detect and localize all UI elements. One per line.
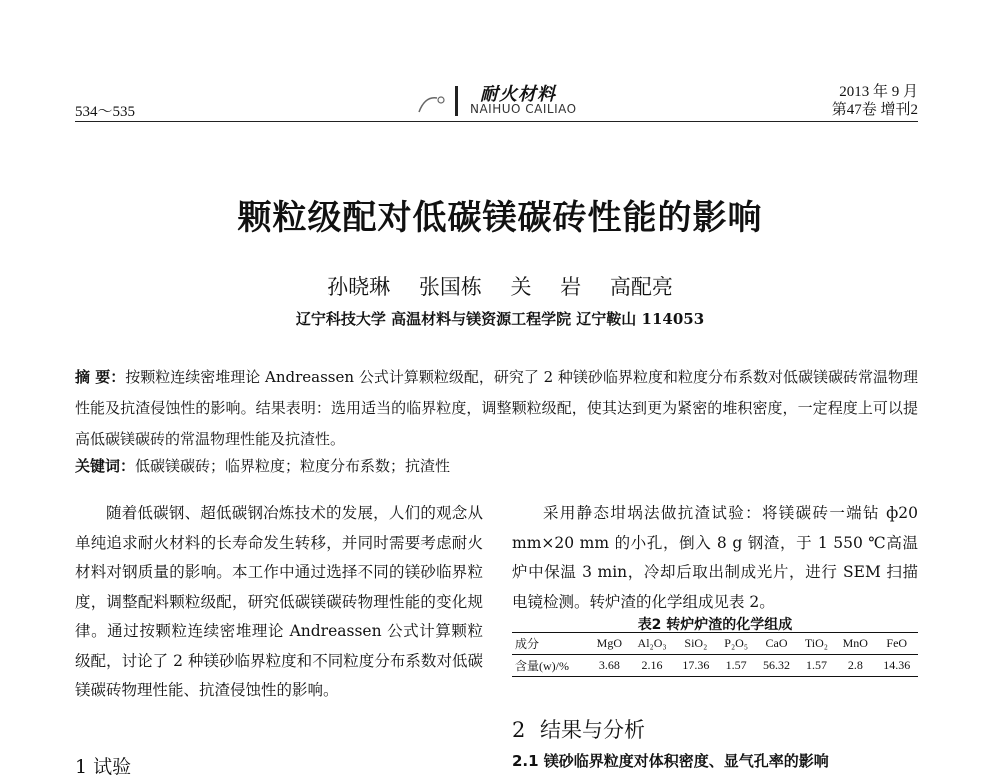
table-header-cell: Al₂O₃ bbox=[637, 636, 667, 650]
journal-title: 耐火材料 bbox=[480, 84, 556, 105]
affiliation: 辽宁科技大学 高温材料与镁资源工程学院 辽宁鞍山 114053 bbox=[295, 310, 705, 328]
issue-date: 2013 年 9 月 bbox=[839, 84, 918, 100]
table-header-cell: CaO bbox=[765, 636, 788, 650]
paper-title: 颗粒级配对低碳镁碳砖性能的影响 bbox=[237, 198, 763, 238]
table-row bbox=[512, 655, 918, 677]
journal-pinyin: NAIHUO CAILIAO bbox=[470, 102, 577, 116]
author-list: 孙晓琳 张国栋 关 岩 高配亮 bbox=[327, 275, 673, 299]
table-caption: 表2 转炉炉渣的化学组成 bbox=[637, 617, 793, 633]
table-header-cell: FeO bbox=[886, 636, 908, 650]
slag-composition-table bbox=[512, 632, 918, 677]
table-cell: 3.68 bbox=[598, 658, 620, 672]
method-paragraph: 采用静态坩埚法做抗渣试验：将镁碳砖一端钻 ф20 mm×20 mm 的小孔，倒入 8 g 钢渣，于 1 550 ℃高温炉中保温 3 min，冷却后取出制成光片，进行 SEM 扫描电镜检测。转炉渣的化学组成见表 2。 bbox=[512, 504, 918, 611]
table-cell: 1.57 bbox=[805, 658, 827, 672]
table-header-cell: TiO₂ bbox=[804, 636, 828, 650]
table-cell: 2.8 bbox=[847, 658, 863, 672]
abstract bbox=[75, 362, 918, 455]
table-cell: 14.36 bbox=[883, 658, 911, 672]
keywords-label: 关键词： bbox=[75, 457, 136, 475]
table-header-cell: P₂O₅ bbox=[724, 636, 749, 650]
table-header-cell: MnO bbox=[842, 636, 868, 650]
keywords bbox=[75, 455, 918, 476]
table-cell: 17.36 bbox=[682, 658, 710, 672]
table-cell: 2.16 bbox=[641, 658, 663, 672]
table-cell: 56.32 bbox=[763, 658, 790, 672]
header-divider bbox=[75, 121, 918, 122]
section-2-1-heading: 2.1 镁砂临界粒度对体积密度、显气孔率的影响 bbox=[512, 752, 829, 770]
table-cell: 含量(w)/% bbox=[515, 659, 569, 673]
issue-volume: 第47卷 增刊2 bbox=[831, 102, 918, 118]
table-header-cell: MgO bbox=[596, 636, 623, 650]
table-cell: 1.57 bbox=[725, 658, 747, 672]
intro-paragraph: 随着低碳钢、超低碳钢冶炼技术的发展，人们的观念从单纯追求耐火材料的长寿命发生转移，并同时需要考虑耐火材料对钢质量的影响。本工作中通过选择不同的镁砂临界粒度，调整配料颗粒级配，研究低碳镁碳砖物理性能的变化规律。通过按颗粒连续密堆理论 Andreassen 公式计算颗粒级配，讨论了 2 种镁砂临界粒度和不同粒度分布系数对低碳镁碳砖物理性能、抗渣侵蚀性的影响。 bbox=[75, 504, 483, 699]
journal-logo-icon bbox=[415, 82, 463, 118]
section-2-heading: 2 结果与分析 bbox=[512, 718, 646, 742]
table-header-cell: 成分 bbox=[515, 637, 540, 651]
section-1-heading: 1 试验 bbox=[75, 756, 132, 778]
table-header-cell: SiO₂ bbox=[684, 636, 708, 650]
abstract-label: 摘 要： bbox=[75, 368, 126, 386]
table-header-row bbox=[512, 633, 918, 655]
page-range: 534～535 bbox=[75, 104, 136, 120]
keywords-text: 低碳镁碳砖；临界粒度；粒度分布系数；抗渣性 bbox=[135, 457, 451, 475]
abstract-text: 按颗粒连续密堆理论 Andreassen 公式计算颗粒级配，研究了 2 种镁砂临界粒度和粒度分布系数对低碳镁碳砖常温物理性能及抗渣侵蚀性的影响。结果表明：选用适当的临界粒度，调整颗粒级配，使其达到更为紧密的堆积密度，一定程度上可以提高低碳镁碳砖的常温物理性能及抗渣性。 bbox=[75, 368, 918, 448]
